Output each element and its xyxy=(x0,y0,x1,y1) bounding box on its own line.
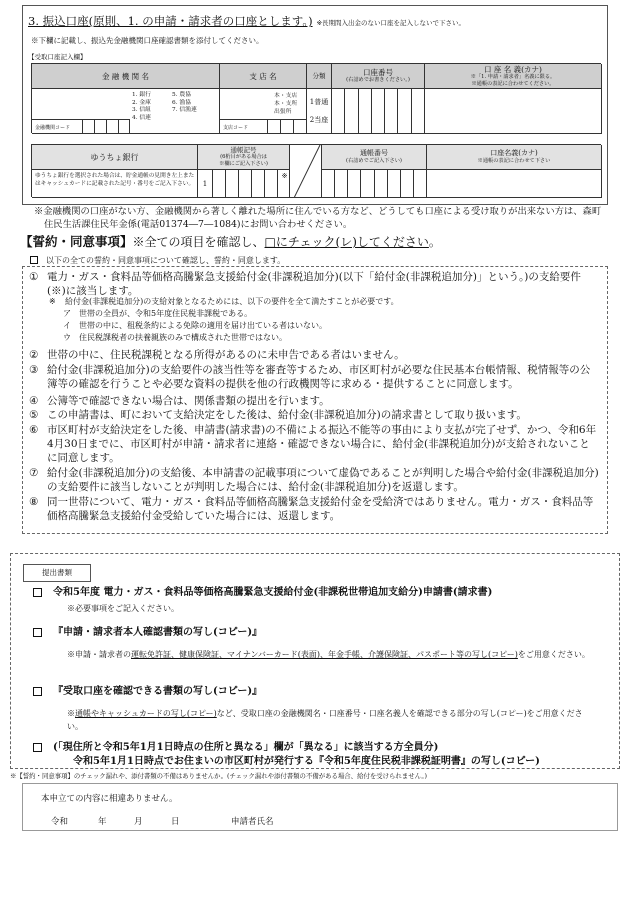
passbook-number-box[interactable] xyxy=(374,170,387,197)
header-label: 口座名義(カナ) xyxy=(490,149,538,158)
requirement-intro-mark: ※ xyxy=(49,297,56,306)
header-account-number xyxy=(332,64,425,89)
header-yucho-bank xyxy=(32,145,198,170)
item-text: 同一世帯について、電力・ガス・食料品等価格高騰緊急支援給付金を受給済ではありません。電力・ガス・食料品等価格高騰緊急支援給付金受給していた場合には、返還します。 xyxy=(47,496,594,522)
account-type-field[interactable] xyxy=(307,89,332,134)
doc-note xyxy=(67,648,597,661)
institution-type[interactable]: 4. 信連 xyxy=(132,114,151,121)
passbook-number-box[interactable] xyxy=(322,170,334,197)
item-number: ⑦ xyxy=(29,467,39,479)
pledge-heading xyxy=(20,232,610,250)
pledge-item xyxy=(29,348,599,362)
doc-note-suffix: をご用意ください。 xyxy=(517,650,590,659)
header-note: (右詰めでご記入下さい) xyxy=(346,158,402,165)
requirement-row xyxy=(49,308,599,320)
header-passbook-symbol xyxy=(198,145,290,170)
institution-code-label: 金融機関コード xyxy=(35,125,71,131)
account-type-option[interactable]: 1普通 xyxy=(309,98,329,106)
passbook-symbol-box[interactable] xyxy=(225,170,238,197)
passbook-number-field xyxy=(322,170,427,198)
passbook-number-box[interactable] xyxy=(400,170,413,197)
bank-account-section xyxy=(22,5,608,205)
header-passbook-number xyxy=(322,145,427,170)
doc-note: ※必要事項をご記入ください。 xyxy=(67,604,179,613)
account-holder-field[interactable] xyxy=(425,89,602,134)
header-label: 口 座 名 義(カナ) xyxy=(483,65,542,74)
doc-title: 令和5年度 電力・ガス・食料品等価格高騰緊急支援給付金(非課税世帯追加支給分)申請書(請求書) xyxy=(53,587,493,598)
requirement-text: 世帯の中に、租税条約による免除の適用を届け出ている者はいない。 xyxy=(79,321,327,330)
pledge-item xyxy=(29,466,599,494)
institution-code-box[interactable] xyxy=(118,120,130,134)
bank-account-table xyxy=(31,63,601,133)
no-account-note: ※金融機関の口座がない方、金融機関から著しく離れた場所に住んでいる方など、どうしても口座による受け取りが出来ない方は、森町住民生活課住民年金係(電話01374―7―1084)にお問い合わせください。 xyxy=(34,206,602,230)
symbol-prefix: 1 xyxy=(202,179,208,188)
yucho-holder-field[interactable] xyxy=(427,170,602,198)
passbook-symbol-box[interactable] xyxy=(264,170,277,197)
account-number-box[interactable] xyxy=(332,89,344,133)
date-year-label: 年 xyxy=(98,817,107,827)
passbook-symbol-field xyxy=(198,170,290,198)
doc-checkbox[interactable] xyxy=(33,588,42,597)
requirements-block xyxy=(29,296,599,344)
item-number: ⑧ xyxy=(29,496,39,508)
item-number: ① xyxy=(29,271,39,283)
check-footnote: ※【誓約・同意事項】のチェック漏れや、添付書類の不備はありませんか。(チェック漏れや添付書類の不備がある場合、給付を受けられません。) xyxy=(10,772,428,780)
account-number-box[interactable] xyxy=(344,89,357,133)
header-label: 口座番号 xyxy=(363,68,393,78)
submission-doc xyxy=(33,741,613,755)
requirement-row xyxy=(49,320,599,332)
branch-code-box[interactable] xyxy=(293,120,306,134)
pledge-heading-label: 【誓約・同意事項】 xyxy=(20,234,133,249)
institution-type[interactable]: 2. 金庫 xyxy=(132,99,151,106)
header-label: 通帳番号 xyxy=(360,149,388,158)
header-yucho-holder xyxy=(427,145,602,170)
applicant-name-label: 申請者氏名 xyxy=(231,817,274,827)
item-number: ④ xyxy=(29,395,39,407)
doc-title-second-line: 令和5年1月1日時点でお住まいの市区町村が発行する『令和5年度住民税非課税証明書』の写し(コピー) xyxy=(73,756,540,767)
account-number-box[interactable] xyxy=(384,89,397,133)
header-institution xyxy=(32,64,220,89)
item-text: 市区町村が支給決定をした後、申請書(請求書)の不備による振込不能等の事由により支払が完了せず、かつ、令和6年4月30日までに、市区町村が申請・請求者に連絡・確認できない場合に、給付金(非課税追加分)が支給されないことに同意します。 xyxy=(47,424,597,464)
requirement-text: 世帯の全員が、令和5年度住民税非課税である。 xyxy=(79,309,253,318)
branch-type[interactable]: 出張所 xyxy=(274,109,292,115)
submission-doc xyxy=(33,586,613,600)
branch-name-field[interactable] xyxy=(220,89,307,134)
header-label: ゆうちょ銀行 xyxy=(90,152,139,162)
doc-note xyxy=(67,707,597,733)
header-note: ※通帳の表記に合わせて下さい xyxy=(477,158,551,165)
item-text: 公簿等で確認できない場合は、関係書類の提出を行います。 xyxy=(47,395,330,407)
doc-title: 『受取口座を確認できる書類の写し(コピー)』 xyxy=(53,686,263,697)
doc-checkbox[interactable] xyxy=(33,628,42,637)
doc-note-suffix: など、受取口座の金融機関名・口座番号・口座名義人を確認できる部分の写し(コピー)をご用意ください。 xyxy=(67,709,583,731)
agree-all-checkbox[interactable] xyxy=(30,256,38,264)
requirement-mark: ウ xyxy=(63,333,71,342)
item-number: ⑤ xyxy=(29,409,39,421)
submission-label: 提出書類 xyxy=(23,564,91,582)
passbook-number-box[interactable] xyxy=(347,170,360,197)
doc-title: 『申請・請求者本人確認書類の写し(コピー)』 xyxy=(53,627,263,638)
requirement-row xyxy=(49,332,599,344)
branch-code-label: 支店コード xyxy=(223,125,249,131)
branch-code-strip xyxy=(220,119,306,133)
institution-type[interactable]: 6. 漁協 xyxy=(172,99,191,106)
pledge-heading-emphasis: □にチェック(レ)してください xyxy=(264,235,429,249)
institution-type[interactable]: 3. 信組 xyxy=(132,107,151,113)
agree-all-text: 以下の全ての誓約・同意事項について確認し、誓約・同意します。 xyxy=(46,256,286,265)
header-label: 分類 xyxy=(312,71,326,80)
doc-note-prefix: ※申請・請求者の xyxy=(67,650,131,659)
submission-doc xyxy=(33,626,613,640)
doc-note-underlined: 通帳やキャッシュカードの写し(コピー) xyxy=(75,709,217,718)
institution-type-list xyxy=(132,92,216,122)
header-type xyxy=(307,64,332,89)
doc-checkbox[interactable] xyxy=(33,743,42,752)
item-text: この申請書は、町において支給決定をした後は、給付金(非課税追加分)の請求書として取り扱います。 xyxy=(47,409,527,421)
requirement-intro xyxy=(49,296,599,308)
branch-code-box[interactable] xyxy=(280,120,293,134)
institution-code-box[interactable] xyxy=(82,120,94,134)
item-number: ⑥ xyxy=(29,424,39,436)
pledge-item xyxy=(29,394,599,408)
passbook-number-box[interactable] xyxy=(334,170,347,197)
yucho-account-table xyxy=(31,144,601,197)
header-note: ※通帳の表記に合わせてください。 xyxy=(471,80,555,87)
header-note: ※欄にご記入下さい) xyxy=(219,160,268,167)
header-label: 金 融 機 関 名 xyxy=(101,71,150,81)
branch-type[interactable]: 本・支所 xyxy=(274,101,298,107)
doc-note-underlined: 運転免許証、健康保険証、マイナンバーカード(表面)、年金手帳、介護保険証、パスポート等の写し(コピー) xyxy=(131,650,518,659)
slash-cell xyxy=(290,145,322,198)
item-text: 給付金(非課税追加分)の支給要件の該当性等を審査等するため、市区町村が必要な住民基本台帳情報、税情報等の公簿等の確認を行うことや必要な資料の提供を他の行政機関等に求める・提供することに同意します。 xyxy=(47,364,591,390)
passbook-number-boxes xyxy=(322,170,426,197)
passbook-number-box[interactable] xyxy=(360,170,373,197)
date-day-label: 日 xyxy=(171,817,180,827)
form-label: 【受取口座記入欄】 xyxy=(28,53,87,61)
passbook-symbol-box[interactable] xyxy=(238,170,251,197)
submission-documents-box xyxy=(10,553,620,769)
header-label: 通帳記号 xyxy=(230,145,257,154)
doc-title: (「現住所と令和5年1月1日時点の住所と異なる」欄が「異なる」に該当する方全員分) xyxy=(53,742,439,753)
date-month-label: 月 xyxy=(134,817,143,827)
passbook-number-box[interactable] xyxy=(387,170,400,197)
account-type-option[interactable]: 2当座 xyxy=(309,116,329,124)
account-number-box[interactable] xyxy=(397,89,410,133)
institution-type[interactable]: 7. 信漁連 xyxy=(172,107,197,113)
pledge-item xyxy=(29,270,599,298)
section-title-text: 3. 振込口座(原則、1. の申請・請求者の口座とします。) xyxy=(28,14,313,27)
institution-type[interactable]: 5. 農協 xyxy=(172,92,191,98)
date-era: 令和 xyxy=(51,817,69,827)
pledge-item xyxy=(29,363,599,391)
account-number-box[interactable] xyxy=(411,89,424,133)
slash-line xyxy=(290,145,322,198)
requirement-mark: ア xyxy=(63,309,71,318)
branch-code-box[interactable] xyxy=(267,120,280,134)
section-title xyxy=(28,10,603,27)
header-note: (6桁目がある場合は xyxy=(220,154,267,161)
section-title-note: ※長期間入出金のない口座を記入しないで下さい。 xyxy=(316,19,466,27)
header-branch xyxy=(220,64,307,89)
account-number-boxes xyxy=(332,89,424,133)
doc-note-prefix: ※ xyxy=(67,709,75,718)
pledge-items-box xyxy=(22,266,608,534)
header-note: (右詰めでお書きください。) xyxy=(346,77,410,84)
doc-checkbox[interactable] xyxy=(33,687,42,696)
institution-code-box[interactable] xyxy=(94,120,106,134)
account-number-field xyxy=(332,89,425,134)
attach-instruction: ※下欄に記載し、振込先金融機関口座確認書類を添付してください。 xyxy=(31,36,264,45)
requirement-intro-text: 給付金(非課税追加分)の支給対象となるためには、以下の要件を全て満たすことが必要です。 xyxy=(65,297,399,306)
pledge-item xyxy=(29,495,599,523)
header-label: 支 店 名 xyxy=(249,71,277,81)
yucho-instruction-cell xyxy=(32,170,198,198)
declaration-box xyxy=(22,783,618,831)
institution-name-field[interactable] xyxy=(32,89,220,134)
pledge-item xyxy=(29,423,599,465)
requirement-mark: イ xyxy=(63,321,71,330)
account-number-box[interactable] xyxy=(358,89,371,133)
passbook-symbol-box[interactable] xyxy=(212,170,225,197)
item-text: 給付金(非課税追加分)の支給後、本申請書の記載事項について虚偽であることが判明した場合や給付金(非課税追加分)の支給要件に該当しないことが判明した場合には、給付金(非課税追加分)を返還します。 xyxy=(47,467,599,493)
passbook-number-box[interactable] xyxy=(413,170,426,197)
item-number: ② xyxy=(29,349,39,361)
yucho-instruction: ゆうちょ銀行を選択された場合は、貯金通帳の見開き左上またはキャッシュカードに記載された記号・番号をご記入下さい。 xyxy=(35,173,195,187)
pledge-item xyxy=(29,408,599,422)
pledge-heading-text: ※全ての項目を確認し、 xyxy=(132,235,265,249)
declaration-text: 本申立ての内容に相違ありません。 xyxy=(41,794,178,804)
branch-type[interactable]: 本・支店 xyxy=(274,93,298,99)
item-text: 電力・ガス・食料品等価格高騰緊急支援給付金(非課税追加分)(以下「給付金(非課税追加分)」という。)の支給要件(※)に該当します。 xyxy=(47,271,581,297)
account-number-box[interactable] xyxy=(371,89,384,133)
institution-code-strip xyxy=(32,119,130,133)
submission-doc xyxy=(33,685,613,699)
item-text: 世帯の中に、住民税課税となる所得があるのに未申告である者はいません。 xyxy=(47,349,405,361)
symbol-sixth-digit-box[interactable]: ※ xyxy=(277,170,290,197)
institution-code-box[interactable] xyxy=(106,120,118,134)
header-note: ※「1. 申請・請求者」名義に限る。 xyxy=(470,74,556,80)
requirement-text: 住民税課税者の扶養親族のみで構成された世帯ではない。 xyxy=(79,333,287,342)
header-account-holder xyxy=(425,64,602,89)
pledge-heading-end: 。 xyxy=(428,235,441,249)
item-number: ③ xyxy=(29,364,39,376)
passbook-symbol-box[interactable] xyxy=(251,170,264,197)
institution-type[interactable]: 1. 銀行 xyxy=(132,92,151,98)
branch-type-list xyxy=(274,92,297,116)
